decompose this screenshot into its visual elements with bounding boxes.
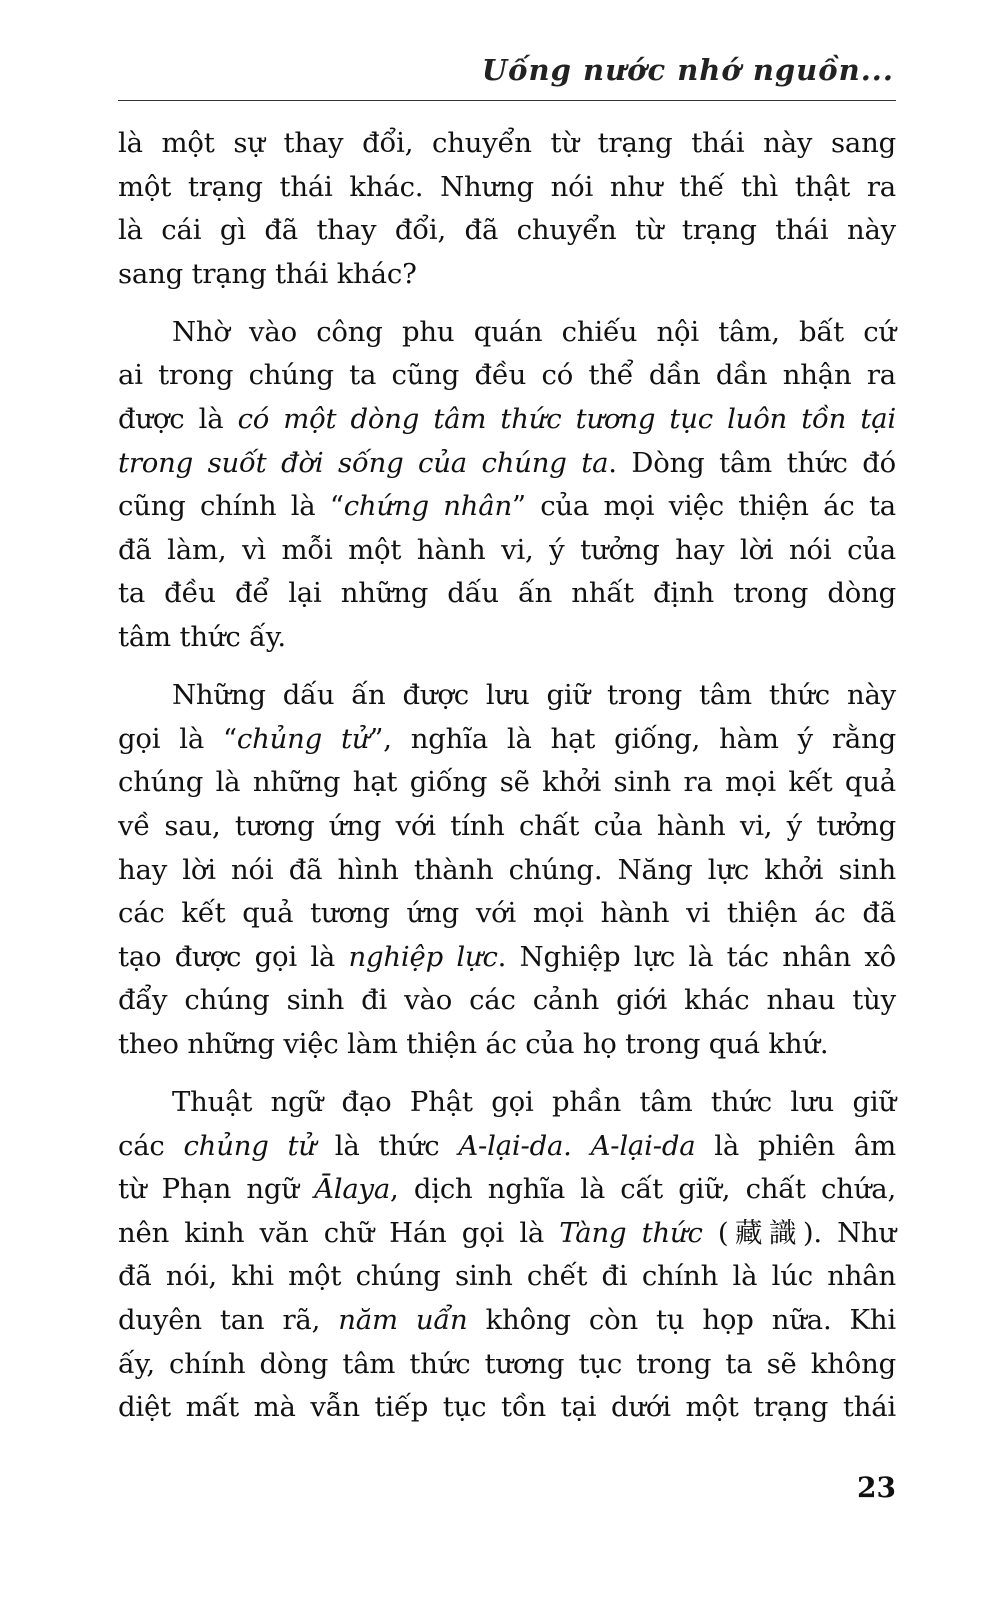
text-line: ta đều để lại những dấu ấn nhất định trong dòng xyxy=(118,577,896,610)
text-line: diệt mất mà vẫn tiếp tục tồn tại dưới một trạng thái xyxy=(118,1391,896,1424)
running-header: Uống nước nhớ nguồn... xyxy=(481,53,894,87)
paragraph-gap xyxy=(118,1066,896,1081)
text-run: ” của mọi việc thiện ác ta xyxy=(511,490,896,523)
text-line xyxy=(118,1125,896,1169)
text-line: sang trạng thái khác? xyxy=(118,257,417,290)
text-line xyxy=(118,1212,896,1256)
text-line: là một sự thay đổi, chuyển từ trạng thái này sang xyxy=(118,127,896,159)
text-run: . Dòng tâm thức đó xyxy=(608,446,896,479)
text-line xyxy=(118,442,896,486)
text-run: các xyxy=(118,1129,184,1162)
text-line xyxy=(118,398,896,442)
paragraph-gap xyxy=(118,660,896,675)
text-line: một trạng thái khác. Nhưng nói như thế thì thật ra xyxy=(118,170,896,203)
paragraph-gap xyxy=(118,296,896,311)
text-line: tâm thức ấy. xyxy=(118,621,286,654)
emphasis-text: trong suốt đời sống của chúng ta xyxy=(118,446,609,479)
text-run: cũng chính là “ xyxy=(118,490,344,523)
emphasis-text: chứng nhân xyxy=(343,490,512,523)
emphasis-text: nghiệp lực xyxy=(348,940,498,973)
text-run: . Nghiệp lực là tác nhân xô xyxy=(497,940,896,973)
text-line: các kết quả tương ứng với mọi hành vi thiện ác đã xyxy=(118,897,896,930)
text-line: Nhờ vào công phu quán chiếu nội tâm, bất cứ xyxy=(172,315,896,348)
text-run: tạo được gọi là xyxy=(118,940,349,973)
emphasis-text: năm uẩn xyxy=(338,1303,468,1336)
text-line: đã làm, vì mỗi một hành vi, ý tưởng hay lời nói của xyxy=(118,533,896,566)
text-line: đẩy chúng sinh đi vào các cảnh giới khác nhau tùy xyxy=(118,984,896,1017)
text-line: ấy, chính dòng tâm thức tương tục trong ta sẽ không xyxy=(118,1347,896,1380)
emphasis-text: Tàng thức xyxy=(559,1216,703,1249)
text-line: Những dấu ấn được lưu giữ trong tâm thức này xyxy=(172,679,896,712)
text-run: là thức xyxy=(315,1129,459,1162)
text-line: chúng là những hạt giống sẽ khởi sinh ra mọi kết quả xyxy=(118,766,896,799)
text-line: là cái gì đã thay đổi, đã chuyển từ trạng thái này xyxy=(118,214,896,247)
emphasis-text: Ālaya xyxy=(314,1173,391,1206)
text-run: nên kinh văn chữ Hán gọi là xyxy=(118,1216,560,1249)
header-rule xyxy=(118,100,896,101)
text-run: (藏識). Như xyxy=(702,1216,896,1249)
emphasis-text: chủng tử xyxy=(183,1129,316,1162)
text-line: ai trong chúng ta cũng đều có thể dần dần nhận ra xyxy=(118,359,896,392)
text-run: , dịch nghĩa là cất giữ, chất chứa, xyxy=(390,1173,896,1206)
text-run: được là xyxy=(118,403,238,436)
text-line: đã nói, khi một chúng sinh chết đi chính là lúc nhân xyxy=(118,1260,896,1293)
text-line xyxy=(118,718,896,762)
text-line: về sau, tương ứng với tính chất của hành vi, ý tưởng xyxy=(118,809,896,842)
text-run: từ Phạn ngữ xyxy=(118,1173,315,1206)
emphasis-text: chủng tử xyxy=(236,722,370,755)
text-run: duyên tan rã, xyxy=(118,1303,339,1336)
text-line: hay lời nói đã hình thành chúng. Năng lực khởi sinh xyxy=(118,853,896,886)
text-line: theo những việc làm thiện ác của họ trong quá khứ. xyxy=(118,1027,829,1060)
text-run: ”, nghĩa là hạt giống, hàm ý rằng xyxy=(369,722,897,755)
text-line xyxy=(118,1168,896,1212)
text-run: là phiên âm xyxy=(695,1129,896,1162)
text-run: không còn tụ họp nữa. Khi xyxy=(467,1303,896,1336)
page-number: 23 xyxy=(857,1471,896,1504)
text-line xyxy=(118,485,896,529)
body-text xyxy=(118,122,896,1430)
text-line xyxy=(118,936,896,980)
text-line xyxy=(118,1299,896,1343)
emphasis-text: có một dòng tâm thức tương tục luôn tồn tại xyxy=(237,403,896,436)
text-run: gọi là “ xyxy=(118,722,237,755)
emphasis-text: A-lại-da. A-lại-da xyxy=(458,1129,696,1162)
text-line: Thuật ngữ đạo Phật gọi phần tâm thức lưu giữ xyxy=(172,1085,896,1118)
